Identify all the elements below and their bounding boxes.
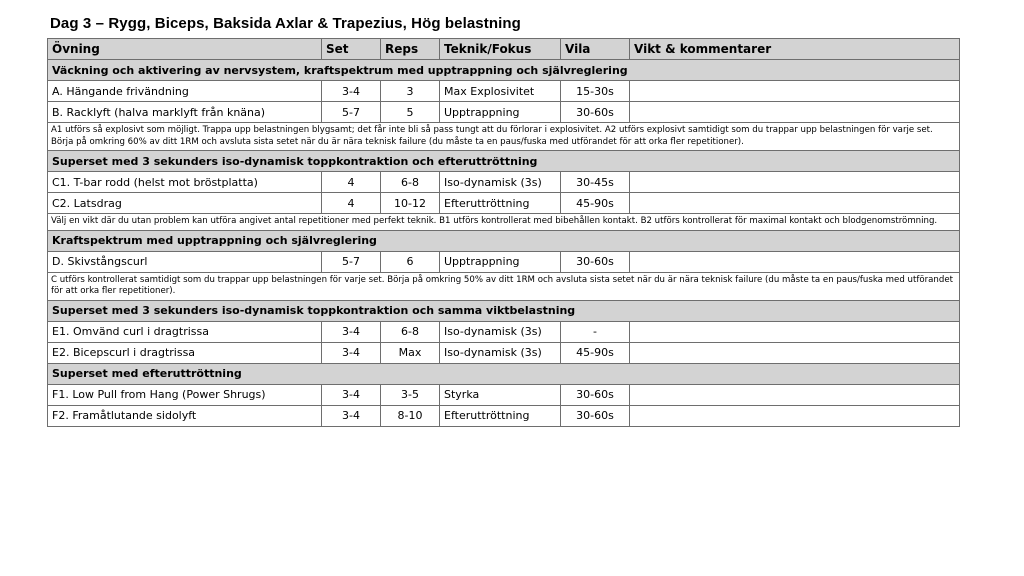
cell-reps: 3 <box>381 81 440 102</box>
page-title: Dag 3 – Rygg, Biceps, Baksida Axlar & Trapezius, Hög belastning <box>50 15 521 32</box>
cell-weight-comments <box>630 81 960 102</box>
section-header-row <box>48 300 960 321</box>
cell-set: 3-4 <box>322 405 381 426</box>
table-row <box>48 172 960 193</box>
cell-weight-comments <box>630 342 960 363</box>
cell-weight-comments <box>630 102 960 123</box>
cell-weight-comments <box>630 193 960 214</box>
cell-set: 5-7 <box>322 102 381 123</box>
cell-rest: 15-30s <box>561 81 630 102</box>
cell-set: 4 <box>322 172 381 193</box>
cell-exercise: E2. Bicepscurl i dragtrissa <box>48 342 322 363</box>
section-header-row <box>48 230 960 251</box>
cell-weight-comments <box>630 405 960 426</box>
cell-rest: 30-45s <box>561 172 630 193</box>
cell-exercise: C1. T-bar rodd (helst mot bröstplatta) <box>48 172 322 193</box>
cell-reps: 6 <box>381 251 440 272</box>
cell-set: 3-4 <box>322 321 381 342</box>
cell-reps: 8-10 <box>381 405 440 426</box>
section-title: Väckning och aktivering av nervsystem, kraftspektrum med upptrappning och självreglering <box>48 60 960 81</box>
section-note: Välj en vikt där du utan problem kan utföra angivet antal repetitioner med perfekt teknik. B1 utförs kontrollerat med bibehållen kontakt. B2 utförs kontrollerat för maximal kontakt och blodgenomströmning. <box>48 214 960 231</box>
cell-reps: 5 <box>381 102 440 123</box>
cell-weight-comments <box>630 251 960 272</box>
cell-technique: Efteruttröttning <box>440 405 561 426</box>
cell-technique: Upptrappning <box>440 102 561 123</box>
cell-set: 3-4 <box>322 384 381 405</box>
cell-weight-comments <box>630 172 960 193</box>
cell-rest: 45-90s <box>561 193 630 214</box>
cell-reps: 10-12 <box>381 193 440 214</box>
section-title: Superset med efteruttröttning <box>48 363 960 384</box>
cell-exercise: C2. Latsdrag <box>48 193 322 214</box>
section-note: A1 utförs så explosivt som möjligt. Trappa upp belastningen blygsamt; det får inte bli så pass tungt att du förlorar i explosivitet. A2 utförs explosivt samtidigt som du trappar upp belastningen för varje set. Börja på omkring 60% av ditt 1RM och avsluta sista setet när du är nära teknisk failure (du måste ta en paus/fuska med utförandet för att orka fler repetitioner). <box>48 123 960 151</box>
cell-technique: Upptrappning <box>440 251 561 272</box>
header-rest: Vila <box>561 39 630 60</box>
cell-set: 4 <box>322 193 381 214</box>
table-row <box>48 81 960 102</box>
header-weight-comments: Vikt & kommentarer <box>630 39 960 60</box>
note-row <box>48 272 960 300</box>
cell-technique: Iso-dynamisk (3s) <box>440 172 561 193</box>
header-set: Set <box>322 39 381 60</box>
table-row <box>48 342 960 363</box>
cell-exercise: B. Racklyft (halva marklyft från knäna) <box>48 102 322 123</box>
note-row <box>48 214 960 231</box>
table-header <box>48 39 960 60</box>
section-note: C utförs kontrollerat samtidigt som du trappar upp belastningen för varje set. Börja på omkring 50% av ditt 1RM och avsluta sista setet när du är nära teknisk failure (du måste ta en paus/fuska med utförandet för att orka fler repetitioner). <box>48 272 960 300</box>
section-title: Superset med 3 sekunders iso-dynamisk toppkontraktion och samma viktbelastning <box>48 300 960 321</box>
cell-weight-comments <box>630 384 960 405</box>
cell-weight-comments <box>630 321 960 342</box>
header-technique: Teknik/Fokus <box>440 39 561 60</box>
section-title: Superset med 3 sekunders iso-dynamisk toppkontraktion och efteruttröttning <box>48 151 960 172</box>
table-row <box>48 251 960 272</box>
workout-table <box>47 38 960 427</box>
cell-rest: 30-60s <box>561 251 630 272</box>
cell-set: 3-4 <box>322 342 381 363</box>
header-exercise: Övning <box>48 39 322 60</box>
cell-technique: Max Explosivitet <box>440 81 561 102</box>
cell-set: 3-4 <box>322 81 381 102</box>
cell-set: 5-7 <box>322 251 381 272</box>
cell-technique: Efteruttröttning <box>440 193 561 214</box>
cell-reps: 3-5 <box>381 384 440 405</box>
section-header-row <box>48 60 960 81</box>
note-row <box>48 123 960 151</box>
cell-rest: 30-60s <box>561 384 630 405</box>
header-reps: Reps <box>381 39 440 60</box>
cell-exercise: F2. Framåtlutande sidolyft <box>48 405 322 426</box>
cell-reps: Max <box>381 342 440 363</box>
cell-technique: Styrka <box>440 384 561 405</box>
cell-technique: Iso-dynamisk (3s) <box>440 342 561 363</box>
cell-rest: 45-90s <box>561 342 630 363</box>
cell-technique: Iso-dynamisk (3s) <box>440 321 561 342</box>
section-title: Kraftspektrum med upptrappning och självreglering <box>48 230 960 251</box>
table-row <box>48 384 960 405</box>
section-header-row <box>48 151 960 172</box>
cell-exercise: D. Skivstångscurl <box>48 251 322 272</box>
cell-reps: 6-8 <box>381 172 440 193</box>
table-body <box>48 60 960 427</box>
cell-reps: 6-8 <box>381 321 440 342</box>
table-row <box>48 321 960 342</box>
cell-rest: 30-60s <box>561 405 630 426</box>
table-row <box>48 193 960 214</box>
cell-exercise: E1. Omvänd curl i dragtrissa <box>48 321 322 342</box>
table-row <box>48 102 960 123</box>
cell-exercise: A. Hängande frivändning <box>48 81 322 102</box>
table-row <box>48 405 960 426</box>
cell-exercise: F1. Low Pull from Hang (Power Shrugs) <box>48 384 322 405</box>
section-header-row <box>48 363 960 384</box>
cell-rest: - <box>561 321 630 342</box>
cell-rest: 30-60s <box>561 102 630 123</box>
